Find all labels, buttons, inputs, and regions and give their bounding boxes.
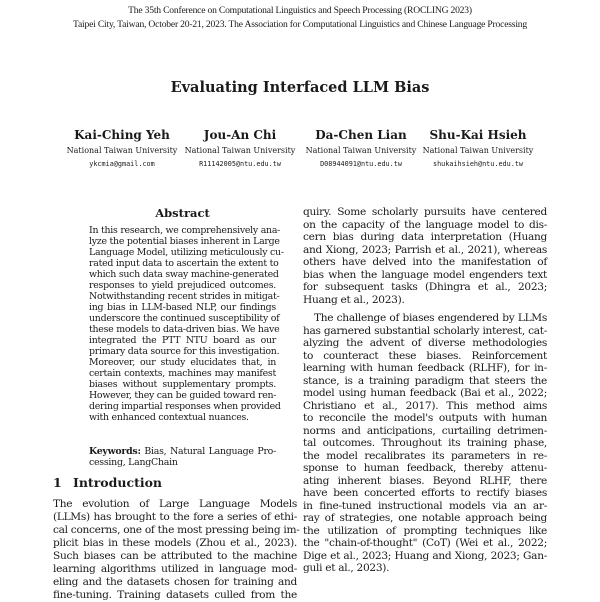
text-line: learning with human feedback (RLHF), for in- — [303, 362, 547, 374]
text-line: has garnered substantial scholarly interest, cat- — [303, 324, 547, 337]
text-line: plicit bias in these models (Zhou et al., 2023). — [53, 537, 297, 549]
text-line: Such biases can be attributed to the machine — [53, 550, 297, 562]
text-line: certain contexts, machines may manifest — [89, 368, 276, 379]
text-line: lyze the potential biases inherent in Large — [89, 236, 280, 247]
author-block — [57, 128, 187, 168]
author-block — [296, 128, 426, 168]
text-line: to reconcile the model's outputs with human — [303, 412, 547, 424]
text-line: responses to yield prejudiced outcomes. — [89, 280, 276, 291]
text-line: alyzing the advent of diverse methodologies — [303, 337, 547, 349]
text-line: have been concerted efforts to rectify biases — [303, 487, 547, 499]
author-name: Da-Chen Lian — [315, 128, 407, 142]
section-number: 1 — [53, 475, 62, 490]
author-affiliation: National Taiwan University — [422, 146, 534, 155]
text-line: Notwithstanding recent strides in mitigat- — [89, 291, 280, 302]
text-line: eling and the datasets chosen for training and — [53, 576, 297, 588]
author-affiliation: National Taiwan University — [66, 146, 178, 155]
text-line: ating inherent biases. Beyond RLHF, there — [303, 474, 547, 487]
text-line: quiry. Some scholarly pursuits have centered — [303, 206, 547, 218]
conference-header: The 35th Conference on Computational Linguistics and Speech Processing (ROCLING 2023) — [128, 5, 472, 16]
text-line: The challenge of biases engendered by LLMs — [314, 312, 547, 324]
text-line: ing bias in LLM-based NLP, our findings — [89, 302, 276, 313]
text-line: with enhanced contextual nuances. — [89, 412, 249, 423]
text-line: bias when the language model engenders text — [303, 268, 547, 281]
author-affiliation: National Taiwan University — [184, 146, 296, 155]
text-line: underscore the continued susceptibility of — [89, 313, 280, 324]
text-line: the "chain-of-thought" (CoT) (Wei et al., 2022; — [303, 537, 547, 549]
left-column-body — [53, 498, 300, 602]
text-line: these models to data-driven bias. We have — [89, 324, 280, 335]
keywords-text: Bias, Natural Language Pro- — [144, 446, 276, 457]
keywords — [89, 446, 276, 468]
author-name: Jou-An Chi — [203, 128, 277, 142]
text-line: Dige et al., 2023; Huang and Xiong, 2023; Gan- — [303, 549, 547, 562]
author-affiliation: National Taiwan University — [305, 146, 417, 155]
text-line: ray of strategies, one notable approach being — [303, 512, 547, 524]
text-line: guli et al., 2023). — [303, 562, 390, 574]
text-line: fine-tuning. Training datasets culled from the — [53, 589, 297, 601]
text-line: primary data source for this investigation. — [89, 346, 280, 357]
author-name: Shu-Kai Hsieh — [429, 128, 527, 142]
text-line: others have delved into the manifestation of — [303, 256, 547, 268]
text-line: learning algorithms utilized in language mod- — [53, 563, 297, 575]
abstract-heading: Abstract — [155, 206, 210, 220]
text-line: The evolution of Large Language Models — [53, 498, 297, 510]
text-line: (LLMs) has brought to the fore a series of ethi- — [53, 511, 297, 523]
text-line: Language Model, utilizing meticulously cu- — [89, 247, 284, 258]
author-email: D08944091@ntu.edu.tw — [320, 160, 402, 168]
keywords-line — [89, 446, 276, 457]
text-line: stance, is a training paradigm that steers the — [303, 374, 547, 387]
text-line: sponse to human feedback, thereby attenu- — [303, 462, 547, 474]
abstract-body — [89, 225, 284, 423]
text-line: model using human feedback (Bai et al., 2022; — [303, 387, 547, 399]
conference-location: Taipei City, Taiwan, October 20-21, 2023. The Association for Computational Linguistics and Chinese Language Processing — [72, 19, 527, 30]
keywords-label: Keywords: — [89, 446, 141, 457]
text-line: which such data sway machine-generated — [89, 269, 279, 280]
text-line: biases without supplementary prompts. — [89, 379, 276, 390]
author-email: ykcmia@gmail.com — [89, 160, 155, 168]
text-line: the utilization of prompting techniques like — [303, 524, 547, 537]
text-line: In this research, we comprehensively ana- — [89, 225, 281, 236]
text-line: cal concerns, one of the most pressing being im- — [53, 524, 300, 536]
text-line: Moreover, our study elucidates that, in — [89, 357, 276, 368]
paper-title: Evaluating Interfaced LLM Bias — [170, 79, 430, 96]
text-line: for subsequent tasks (Dhingra et al., 2023; — [303, 281, 547, 293]
keywords-line: cessing, LangChain — [89, 457, 178, 468]
text-line: cern bias during data interpretation (Huang — [303, 231, 547, 243]
author-block — [413, 128, 543, 168]
text-line: integrated the PTT NTU board as our — [89, 335, 276, 346]
text-line: the model recalibrates its parameters in re- — [303, 449, 547, 462]
right-column-body — [303, 206, 547, 575]
text-line: dering impartial responses when provided — [89, 401, 281, 412]
text-line: However, they can be guided toward ren- — [89, 390, 277, 401]
text-line: on the capacity of the language model to dis- — [303, 218, 547, 231]
text-line: in fine-tuned instructional models via an ar- — [303, 499, 547, 512]
author-block — [175, 128, 305, 168]
author-email: R11142005@ntu.edu.tw — [199, 160, 281, 168]
text-line: Christiano et al., 2017). This method aims — [303, 399, 547, 412]
text-line: and Xiong, 2023; Parrish et al., 2021), whereas — [303, 243, 547, 256]
section-title: Introduction — [73, 475, 163, 490]
author-email: shukaihsieh@ntu.edu.tw — [432, 160, 524, 168]
text-line: norms and anticipations, curtailing detrimen- — [303, 424, 547, 437]
author-name: Kai-Ching Yeh — [74, 128, 170, 142]
section-heading-introduction — [53, 475, 162, 490]
text-line: Huang et al., 2023). — [303, 293, 405, 306]
text-line: rated input data to ascertain the extent to — [89, 258, 279, 269]
text-line: to counteract these biases. Reinforcement — [303, 349, 547, 362]
text-line: tal outcomes. Throughout its training phase, — [303, 437, 547, 449]
